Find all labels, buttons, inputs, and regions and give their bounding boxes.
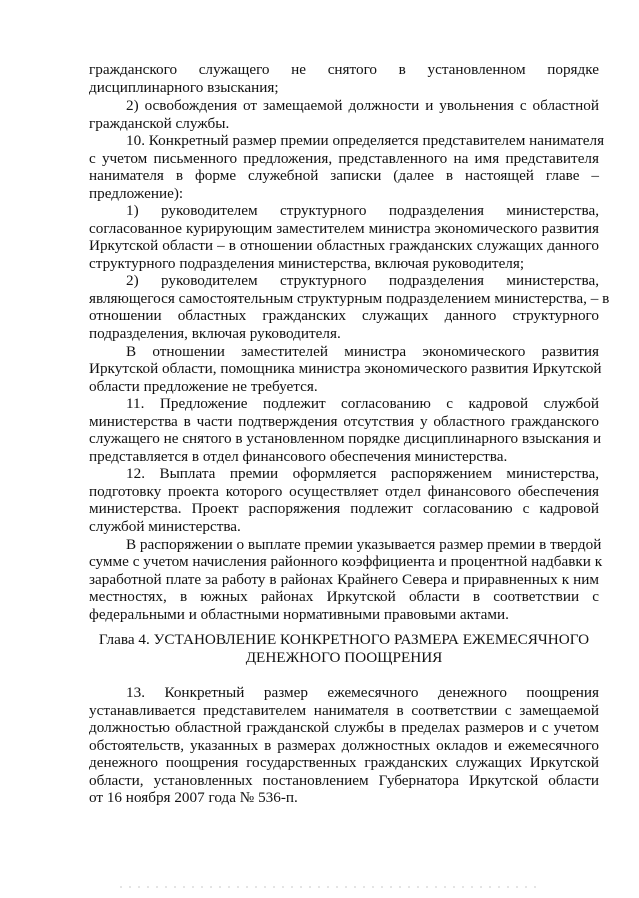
chapter-heading-line: ДЕНЕЖНОГО ПООЩРЕНИЯ <box>245 649 443 666</box>
text-line: области предложение не требуется. <box>89 378 318 395</box>
text-line: обстоятельств, указанных в размерах должностных окладов и ежемесячного <box>89 737 599 754</box>
text-line: 2) руководителем структурного подразделения министерства, <box>126 272 599 289</box>
text-line: В распоряжении о выплате премии указывается размер премии в твердой <box>126 536 602 553</box>
text-line: от 16 ноября 2007 года № 536-п. <box>89 789 298 806</box>
text-line: подготовку проекта которого осуществляет отдел финансового обеспечения <box>89 483 599 500</box>
text-line: федеральными и областными нормативными правовыми актами. <box>89 606 509 623</box>
text-line: с учетом письменного предложения, представленного на имя представителя <box>89 150 599 167</box>
text-line: структурного подразделения министерства, включая руководителя; <box>89 255 525 272</box>
text-line: 12. Выплата премии оформляется распоряжением министерства, <box>126 465 599 482</box>
scan-noise-divider <box>120 886 540 888</box>
text-line: являющегося самостоятельным структурным подразделением министерства, – в <box>89 290 610 307</box>
text-line: 2) освобождения от замещаемой должности и увольнения с областной <box>126 97 599 114</box>
text-line: области, установленных постановлением Губернатора Иркутской области <box>89 772 599 789</box>
text-line: заработной плате за работу в районах Крайнего Севера и приравненных к ним <box>89 571 599 588</box>
text-line: подразделения, включая руководителя. <box>89 325 341 342</box>
text-line: Иркутской области, помощника министра экономического развития Иркутской <box>89 360 602 377</box>
text-line: 13. Конкретный размер ежемесячного денежного поощрения <box>126 684 599 701</box>
text-line: 11. Предложение подлежит согласованию с кадровой службой <box>126 395 599 412</box>
text-line: службой министерства. <box>89 518 241 535</box>
text-line: служащего не снятого в установленном порядке дисциплинарного взыскания и <box>89 430 602 447</box>
text-line: В отношении заместителей министра экономического развития <box>126 343 599 360</box>
text-line: гражданского служащего не снятого в установленном порядке <box>89 61 599 78</box>
text-line: министерства. Проект распоряжения подлежит согласованию с кадровой <box>89 500 599 517</box>
text-line: министерства в части подтверждения отсутствия у областного гражданского <box>89 413 599 430</box>
text-line: должностью областной гражданской службы в пределах размеров и с учетом <box>89 719 599 736</box>
text-line: сумме с учетом начисления районного коэффициента и процентной надбавки к <box>89 553 603 570</box>
text-line: нанимателя в форме служебной записки (далее в настоящей главе – <box>89 167 599 184</box>
text-line: согласованное курирующим заместителем министра экономического развития <box>89 220 599 237</box>
text-line: 1) руководителем структурного подразделения министерства, <box>126 202 599 219</box>
chapter-heading-line: Глава 4. УСТАНОВЛЕНИЕ КОНКРЕТНОГО РАЗМЕРА ЕЖЕМЕСЯЧНОГО <box>98 631 590 648</box>
text-line: местностях, в южных районах Иркутской области в соответствии с <box>89 588 599 605</box>
text-line: предложение): <box>89 185 184 202</box>
text-line: устанавливается представителем нанимателя в соответствии с замещаемой <box>89 702 599 719</box>
text-line: представляется в отдел финансового обеспечения министерства. <box>89 448 508 465</box>
text-line: отношении областных гражданских служащих данного структурного <box>89 307 599 324</box>
text-line: Иркутской области – в отношении областных гражданских служащих данного <box>89 237 599 254</box>
text-line: 10. Конкретный размер премии определяется представителем нанимателя <box>126 132 605 149</box>
text-line: денежного поощрения государственных гражданских служащих Иркутской <box>89 754 599 771</box>
text-line: дисциплинарного взыскания; <box>89 79 279 96</box>
text-line: гражданской службы. <box>89 115 230 132</box>
